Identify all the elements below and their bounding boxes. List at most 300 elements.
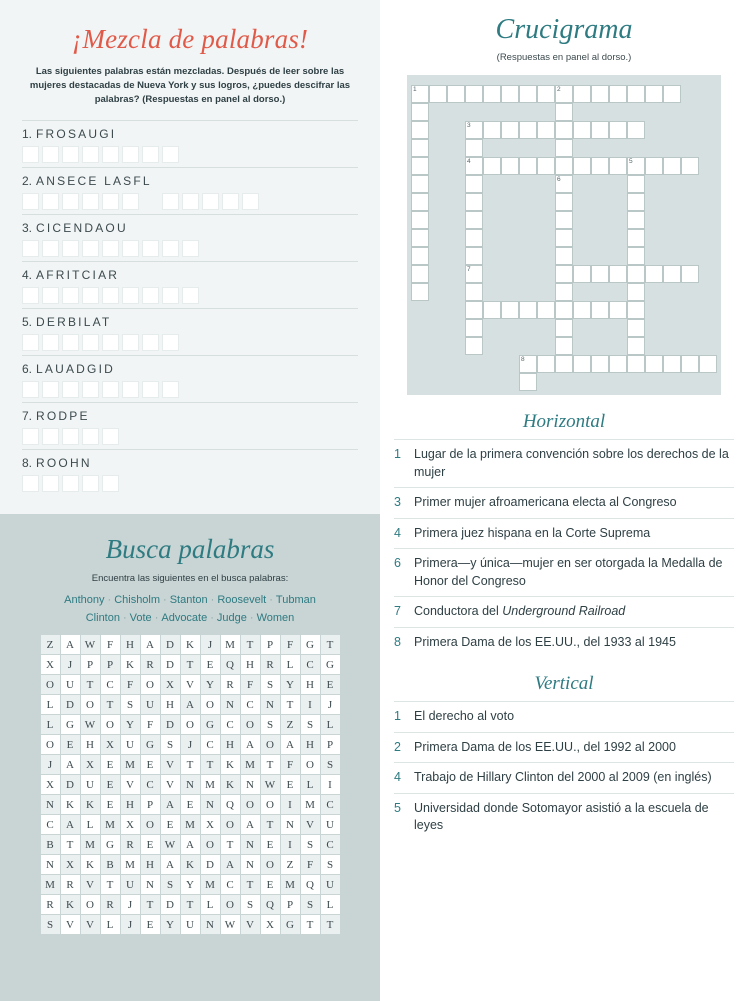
wordsearch-cell[interactable]: T: [101, 875, 120, 894]
wordsearch-cell[interactable]: C: [321, 835, 340, 854]
wordsearch-cell[interactable]: V: [81, 915, 100, 934]
wordsearch-cell[interactable]: K: [121, 655, 140, 674]
crossword-cell[interactable]: [429, 85, 447, 103]
wordsearch-cell[interactable]: C: [201, 735, 220, 754]
answer-box[interactable]: [162, 287, 179, 304]
wordsearch-cell[interactable]: F: [241, 675, 260, 694]
wordsearch-cell[interactable]: N: [201, 915, 220, 934]
crossword-cell[interactable]: [555, 85, 573, 103]
wordsearch-cell[interactable]: O: [201, 835, 220, 854]
crossword-cell[interactable]: [411, 121, 429, 139]
crossword-cell[interactable]: [573, 157, 591, 175]
crossword-cell[interactable]: [465, 283, 483, 301]
wordsearch-cell[interactable]: U: [121, 875, 140, 894]
crossword-cell[interactable]: [537, 85, 555, 103]
wordsearch-cell[interactable]: W: [81, 715, 100, 734]
answer-box[interactable]: [202, 193, 219, 210]
answer-box[interactable]: [142, 381, 159, 398]
crossword-cell[interactable]: [411, 157, 429, 175]
wordsearch-cell[interactable]: T: [281, 695, 300, 714]
wordsearch-cell[interactable]: U: [81, 775, 100, 794]
crossword-cell[interactable]: [627, 337, 645, 355]
crossword-cell[interactable]: [663, 265, 681, 283]
answer-box[interactable]: [142, 240, 159, 257]
crossword-cell[interactable]: [465, 121, 483, 139]
wordsearch-cell[interactable]: O: [81, 695, 100, 714]
crossword-cell[interactable]: [591, 157, 609, 175]
wordsearch-cell[interactable]: C: [301, 655, 320, 674]
crossword-cell[interactable]: [411, 247, 429, 265]
wordsearch-cell[interactable]: C: [141, 775, 160, 794]
wordsearch-cell[interactable]: D: [61, 695, 80, 714]
answer-box[interactable]: [42, 287, 59, 304]
wordsearch-cell[interactable]: M: [181, 815, 200, 834]
wordsearch-cell[interactable]: S: [161, 735, 180, 754]
answer-box[interactable]: [122, 334, 139, 351]
crossword-cell[interactable]: [681, 157, 699, 175]
wordsearch-cell[interactable]: L: [81, 815, 100, 834]
crossword-cell[interactable]: [555, 337, 573, 355]
wordsearch-cell[interactable]: G: [281, 915, 300, 934]
wordsearch-cell[interactable]: K: [81, 855, 100, 874]
answer-box[interactable]: [22, 287, 39, 304]
wordsearch-cell[interactable]: T: [181, 655, 200, 674]
answer-box[interactable]: [242, 193, 259, 210]
wordsearch-cell[interactable]: F: [281, 755, 300, 774]
wordsearch-cell[interactable]: L: [281, 655, 300, 674]
wordsearch-cell[interactable]: T: [141, 895, 160, 914]
crossword-cell[interactable]: [609, 121, 627, 139]
wordsearch-cell[interactable]: V: [161, 775, 180, 794]
wordsearch-cell[interactable]: X: [101, 735, 120, 754]
answer-box[interactable]: [22, 428, 39, 445]
wordsearch-cell[interactable]: I: [281, 835, 300, 854]
wordsearch-cell[interactable]: H: [161, 695, 180, 714]
crossword-cell[interactable]: [411, 175, 429, 193]
wordsearch-cell[interactable]: Z: [281, 715, 300, 734]
wordsearch-cell[interactable]: M: [201, 875, 220, 894]
wordsearch-cell[interactable]: S: [301, 715, 320, 734]
crossword-cell[interactable]: [465, 247, 483, 265]
answer-box[interactable]: [42, 193, 59, 210]
wordsearch-cell[interactable]: I: [301, 695, 320, 714]
wordsearch-cell[interactable]: X: [261, 915, 280, 934]
wordsearch-cell[interactable]: T: [181, 755, 200, 774]
wordsearch-cell[interactable]: F: [281, 635, 300, 654]
wordsearch-cell[interactable]: L: [101, 915, 120, 934]
wordsearch-cell[interactable]: H: [301, 675, 320, 694]
wordsearch-cell[interactable]: J: [181, 735, 200, 754]
wordsearch-cell[interactable]: B: [101, 855, 120, 874]
wordsearch-cell[interactable]: L: [321, 895, 340, 914]
wordsearch-cell[interactable]: L: [321, 715, 340, 734]
wordsearch-cell[interactable]: G: [101, 835, 120, 854]
wordsearch-cell[interactable]: E: [161, 815, 180, 834]
wordsearch-cell[interactable]: W: [161, 835, 180, 854]
wordsearch-cell[interactable]: R: [221, 675, 240, 694]
crossword-cell[interactable]: [501, 157, 519, 175]
crossword-cell[interactable]: [555, 247, 573, 265]
wordsearch-cell[interactable]: T: [321, 915, 340, 934]
wordsearch-cell[interactable]: M: [301, 795, 320, 814]
wordsearch-cell[interactable]: X: [201, 815, 220, 834]
wordsearch-cell[interactable]: V: [121, 775, 140, 794]
wordsearch-cell[interactable]: R: [101, 895, 120, 914]
answer-box[interactable]: [142, 334, 159, 351]
answer-box[interactable]: [102, 428, 119, 445]
wordsearch-cell[interactable]: F: [101, 635, 120, 654]
crossword-cell[interactable]: [681, 265, 699, 283]
answer-box[interactable]: [142, 287, 159, 304]
crossword-cell[interactable]: [627, 355, 645, 373]
wordsearch-cell[interactable]: X: [41, 655, 60, 674]
wordsearch-cell[interactable]: C: [321, 795, 340, 814]
crossword-cell[interactable]: [465, 319, 483, 337]
wordsearch-cell[interactable]: Y: [121, 715, 140, 734]
crossword-cell[interactable]: [555, 103, 573, 121]
crossword-cell[interactable]: [627, 193, 645, 211]
wordsearch-cell[interactable]: S: [121, 695, 140, 714]
wordsearch-cell[interactable]: K: [61, 795, 80, 814]
wordsearch-cell[interactable]: O: [261, 795, 280, 814]
wordsearch-cell[interactable]: K: [221, 755, 240, 774]
answer-box[interactable]: [82, 287, 99, 304]
answer-box[interactable]: [102, 287, 119, 304]
wordsearch-cell[interactable]: Y: [201, 675, 220, 694]
crossword-cell[interactable]: [627, 175, 645, 193]
answer-box[interactable]: [82, 193, 99, 210]
crossword-cell[interactable]: [609, 265, 627, 283]
answer-box[interactable]: [42, 146, 59, 163]
wordsearch-cell[interactable]: U: [61, 675, 80, 694]
crossword-cell[interactable]: [465, 229, 483, 247]
crossword-cell[interactable]: [411, 193, 429, 211]
wordsearch-cell[interactable]: F: [141, 715, 160, 734]
crossword-cell[interactable]: [411, 229, 429, 247]
wordsearch-cell[interactable]: W: [261, 775, 280, 794]
crossword-cell[interactable]: [591, 265, 609, 283]
crossword-cell[interactable]: [465, 193, 483, 211]
crossword-cell[interactable]: [663, 157, 681, 175]
wordsearch-cell[interactable]: J: [61, 655, 80, 674]
answer-box[interactable]: [42, 428, 59, 445]
wordsearch-cell[interactable]: A: [221, 855, 240, 874]
crossword-cell[interactable]: [519, 373, 537, 391]
wordsearch-cell[interactable]: S: [301, 895, 320, 914]
crossword-cell[interactable]: [411, 283, 429, 301]
crossword-cell[interactable]: [627, 211, 645, 229]
wordsearch-cell[interactable]: X: [161, 675, 180, 694]
wordsearch-cell[interactable]: M: [241, 755, 260, 774]
wordsearch-cell[interactable]: E: [321, 675, 340, 694]
crossword-cell[interactable]: [501, 121, 519, 139]
answer-box[interactable]: [102, 193, 119, 210]
wordsearch-cell[interactable]: A: [141, 635, 160, 654]
wordsearch-cell[interactable]: C: [41, 815, 60, 834]
wordsearch-cell[interactable]: S: [161, 875, 180, 894]
wordsearch-cell[interactable]: Y: [161, 915, 180, 934]
wordsearch-cell[interactable]: V: [81, 875, 100, 894]
wordsearch-cell[interactable]: N: [221, 695, 240, 714]
answer-box[interactable]: [22, 146, 39, 163]
crossword-cell[interactable]: [411, 103, 429, 121]
crossword-cell[interactable]: [483, 157, 501, 175]
answer-box[interactable]: [162, 146, 179, 163]
wordsearch-cell[interactable]: E: [61, 735, 80, 754]
answer-box[interactable]: [82, 475, 99, 492]
crossword-cell[interactable]: [699, 355, 717, 373]
answer-box[interactable]: [42, 334, 59, 351]
crossword-cell[interactable]: [663, 85, 681, 103]
wordsearch-cell[interactable]: O: [201, 695, 220, 714]
wordsearch-cell[interactable]: V: [161, 755, 180, 774]
wordsearch-cell[interactable]: T: [81, 675, 100, 694]
crossword-cell[interactable]: [555, 355, 573, 373]
wordsearch-cell[interactable]: G: [321, 655, 340, 674]
wordsearch-cell[interactable]: U: [141, 695, 160, 714]
crossword-cell[interactable]: [519, 355, 537, 373]
wordsearch-cell[interactable]: E: [141, 915, 160, 934]
crossword-cell[interactable]: [681, 355, 699, 373]
crossword-cell[interactable]: [555, 265, 573, 283]
wordsearch-cell[interactable]: B: [41, 835, 60, 854]
crossword-cell[interactable]: [609, 355, 627, 373]
wordsearch-cell[interactable]: T: [201, 755, 220, 774]
wordsearch-cell[interactable]: U: [121, 735, 140, 754]
crossword-cell[interactable]: [609, 157, 627, 175]
wordsearch-cell[interactable]: J: [121, 915, 140, 934]
wordsearch-cell[interactable]: N: [241, 835, 260, 854]
answer-box[interactable]: [22, 240, 39, 257]
wordsearch-cell[interactable]: R: [41, 895, 60, 914]
answer-box[interactable]: [62, 334, 79, 351]
wordsearch-cell[interactable]: C: [221, 875, 240, 894]
wordsearch-cell[interactable]: M: [221, 635, 240, 654]
answer-box[interactable]: [122, 381, 139, 398]
answer-box[interactable]: [142, 146, 159, 163]
wordsearch-cell[interactable]: O: [141, 815, 160, 834]
answer-box[interactable]: [62, 475, 79, 492]
wordsearch-cell[interactable]: J: [321, 695, 340, 714]
crossword-cell[interactable]: [519, 121, 537, 139]
wordsearch-cell[interactable]: G: [201, 715, 220, 734]
wordsearch-cell[interactable]: T: [241, 875, 260, 894]
crossword-cell[interactable]: [555, 211, 573, 229]
wordsearch-cell[interactable]: H: [241, 655, 260, 674]
crossword-cell[interactable]: [555, 139, 573, 157]
wordsearch-cell[interactable]: M: [281, 875, 300, 894]
answer-box[interactable]: [122, 287, 139, 304]
crossword-cell[interactable]: [645, 355, 663, 373]
crossword-cell[interactable]: [573, 121, 591, 139]
wordsearch-cell[interactable]: T: [61, 835, 80, 854]
crossword-cell[interactable]: [591, 121, 609, 139]
crossword-cell[interactable]: [573, 85, 591, 103]
answer-box[interactable]: [22, 193, 39, 210]
crossword-cell[interactable]: [591, 355, 609, 373]
crossword-cell[interactable]: [645, 85, 663, 103]
crossword-cell[interactable]: [627, 157, 645, 175]
crossword-cell[interactable]: [555, 283, 573, 301]
crossword-cell[interactable]: [501, 301, 519, 319]
wordsearch-cell[interactable]: L: [41, 715, 60, 734]
wordsearch-cell[interactable]: N: [181, 775, 200, 794]
wordsearch-cell[interactable]: V: [61, 915, 80, 934]
wordsearch-cell[interactable]: H: [301, 735, 320, 754]
wordsearch-cell[interactable]: D: [161, 655, 180, 674]
crossword-cell[interactable]: [537, 121, 555, 139]
wordsearch-cell[interactable]: T: [301, 915, 320, 934]
wordsearch-cell[interactable]: O: [261, 855, 280, 874]
wordsearch-cell[interactable]: A: [61, 815, 80, 834]
wordsearch-cell[interactable]: P: [141, 795, 160, 814]
wordsearch-cell[interactable]: N: [41, 855, 60, 874]
wordsearch-cell[interactable]: R: [61, 875, 80, 894]
answer-box[interactable]: [122, 146, 139, 163]
wordsearch-cell[interactable]: A: [61, 755, 80, 774]
wordsearch-cell[interactable]: K: [61, 895, 80, 914]
wordsearch-cell[interactable]: M: [81, 835, 100, 854]
wordsearch-cell[interactable]: E: [101, 795, 120, 814]
wordsearch-cell[interactable]: S: [321, 855, 340, 874]
wordsearch-cell[interactable]: O: [261, 735, 280, 754]
answer-box[interactable]: [182, 240, 199, 257]
crossword-cell[interactable]: [627, 265, 645, 283]
wordsearch-cell[interactable]: O: [41, 735, 60, 754]
wordsearch-cell[interactable]: E: [281, 775, 300, 794]
wordsearch-cell[interactable]: S: [41, 915, 60, 934]
crossword-cell[interactable]: [555, 157, 573, 175]
crossword-cell[interactable]: [519, 85, 537, 103]
crossword-cell[interactable]: [645, 265, 663, 283]
wordsearch-cell[interactable]: T: [101, 695, 120, 714]
wordsearch-cell[interactable]: H: [81, 735, 100, 754]
wordsearch-cell[interactable]: Z: [281, 855, 300, 874]
wordsearch-cell[interactable]: N: [141, 875, 160, 894]
wordsearch-cell[interactable]: O: [141, 675, 160, 694]
wordsearch-cell[interactable]: M: [101, 815, 120, 834]
wordsearch-cell[interactable]: A: [161, 855, 180, 874]
wordsearch-cell[interactable]: O: [241, 715, 260, 734]
wordsearch-cell[interactable]: D: [161, 895, 180, 914]
wordsearch-cell[interactable]: O: [241, 795, 260, 814]
wordsearch-cell[interactable]: E: [141, 835, 160, 854]
crossword-cell[interactable]: [627, 247, 645, 265]
crossword-cell[interactable]: [609, 85, 627, 103]
wordsearch-cell[interactable]: X: [41, 775, 60, 794]
wordsearch-cell[interactable]: F: [121, 675, 140, 694]
wordsearch-cell[interactable]: A: [281, 735, 300, 754]
crossword-cell[interactable]: [411, 211, 429, 229]
answer-box[interactable]: [162, 381, 179, 398]
wordsearch-cell[interactable]: G: [141, 735, 160, 754]
crossword-cell[interactable]: [465, 211, 483, 229]
wordsearch-cell[interactable]: N: [201, 795, 220, 814]
answer-box[interactable]: [182, 193, 199, 210]
wordsearch-cell[interactable]: H: [121, 795, 140, 814]
wordsearch-cell[interactable]: N: [261, 695, 280, 714]
answer-box[interactable]: [82, 428, 99, 445]
crossword-cell[interactable]: [465, 157, 483, 175]
wordsearch-cell[interactable]: P: [81, 655, 100, 674]
wordsearch-cell[interactable]: W: [81, 635, 100, 654]
wordsearch-cell[interactable]: I: [281, 795, 300, 814]
wordsearch-cell[interactable]: P: [261, 635, 280, 654]
wordsearch-cell[interactable]: T: [321, 635, 340, 654]
crossword-cell[interactable]: [627, 301, 645, 319]
wordsearch-cell[interactable]: T: [241, 635, 260, 654]
wordsearch-cell[interactable]: U: [321, 875, 340, 894]
crossword-cell[interactable]: [465, 175, 483, 193]
wordsearch-cell[interactable]: M: [121, 755, 140, 774]
wordsearch-cell[interactable]: O: [101, 715, 120, 734]
answer-box[interactable]: [42, 240, 59, 257]
wordsearch-cell[interactable]: J: [41, 755, 60, 774]
wordsearch-cell[interactable]: P: [101, 655, 120, 674]
wordsearch-cell[interactable]: N: [241, 855, 260, 874]
crossword-cell[interactable]: [483, 85, 501, 103]
wordsearch-cell[interactable]: I: [321, 775, 340, 794]
wordsearch-cell[interactable]: D: [61, 775, 80, 794]
wordsearch-cell[interactable]: X: [61, 855, 80, 874]
wordsearch-cell[interactable]: T: [181, 895, 200, 914]
crossword-cell[interactable]: [555, 229, 573, 247]
wordsearch-cell[interactable]: X: [81, 755, 100, 774]
answer-box[interactable]: [62, 381, 79, 398]
answer-box[interactable]: [162, 334, 179, 351]
crossword-cell[interactable]: [519, 301, 537, 319]
crossword-cell[interactable]: [465, 265, 483, 283]
crossword-cell[interactable]: [573, 301, 591, 319]
wordsearch-cell[interactable]: G: [61, 715, 80, 734]
crossword-cell[interactable]: [555, 175, 573, 193]
wordsearch-cell[interactable]: Q: [221, 795, 240, 814]
crossword-cell[interactable]: [483, 121, 501, 139]
crossword-cell[interactable]: [447, 85, 465, 103]
wordsearch-cell[interactable]: A: [181, 695, 200, 714]
wordsearch-cell[interactable]: Q: [221, 655, 240, 674]
wordsearch-cell[interactable]: D: [161, 635, 180, 654]
wordsearch-cell[interactable]: S: [241, 895, 260, 914]
crossword-cell[interactable]: [501, 85, 519, 103]
answer-box[interactable]: [162, 193, 179, 210]
wordsearch-cell[interactable]: H: [221, 735, 240, 754]
answer-box[interactable]: [22, 475, 39, 492]
answer-box[interactable]: [102, 475, 119, 492]
wordsearch-cell[interactable]: K: [221, 775, 240, 794]
crossword-cell[interactable]: [555, 319, 573, 337]
wordsearch-cell[interactable]: Z: [41, 635, 60, 654]
wordsearch-cell[interactable]: G: [301, 635, 320, 654]
wordsearch-cell[interactable]: D: [161, 715, 180, 734]
wordsearch-cell[interactable]: E: [261, 835, 280, 854]
wordsearch-cell[interactable]: T: [261, 755, 280, 774]
crossword-cell[interactable]: [465, 139, 483, 157]
wordsearch-cell[interactable]: E: [201, 655, 220, 674]
wordsearch-cell[interactable]: N: [41, 795, 60, 814]
wordsearch-cell[interactable]: V: [241, 915, 260, 934]
wordsearch-cell[interactable]: J: [201, 635, 220, 654]
wordsearch-cell[interactable]: F: [301, 855, 320, 874]
wordsearch-cell[interactable]: Q: [301, 875, 320, 894]
crossword-cell[interactable]: [411, 265, 429, 283]
crossword-cell[interactable]: [519, 157, 537, 175]
answer-box[interactable]: [42, 381, 59, 398]
crossword-cell[interactable]: [627, 121, 645, 139]
crossword-cell[interactable]: [537, 157, 555, 175]
crossword-cell[interactable]: [465, 85, 483, 103]
wordsearch-cell[interactable]: L: [41, 695, 60, 714]
